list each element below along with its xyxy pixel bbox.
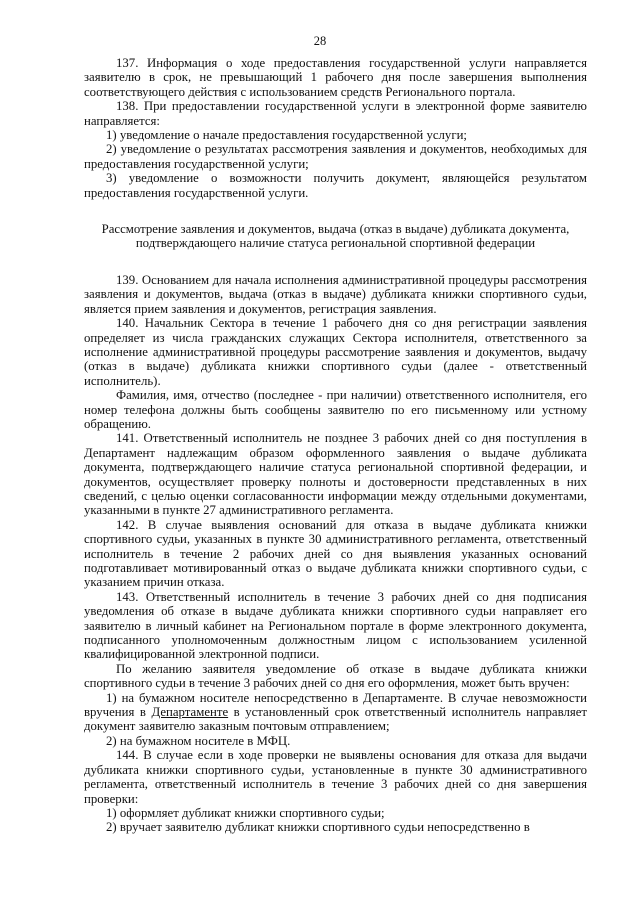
paragraph-138: 138. При предоставлении государственной услуги в электронной форме заявителю направляется: xyxy=(84,99,587,128)
paragraph-143-delivery: По желанию заявителя уведомление об отказе в выдаче дубликата книжки спортивного судьи в течение 3 рабочих дней со дня его оформления, может быть вручен: xyxy=(84,661,587,691)
list-item: 2) на бумажном носителе в МФЦ. xyxy=(106,733,291,748)
paragraph-140: 140. Начальник Сектора в течение 1 рабочего дня со дня регистрации заявления определяет из числа гражданских служащих Сектора исполнителя, ответственного за исполнение административной процедуры рассмотрение заявления и документов, выдачу (отказ в выдаче) дубликата книжки спортивного судьи (далее - ответственный исполнитель). xyxy=(84,316,587,388)
paragraph-142: 142. В случае выявления оснований для отказа в выдаче дубликата книжки спортивного судьи, указанных в пункте 30 административного регламента, ответственный исполнитель в течение 2 рабочих дней со дня выявления указанных оснований подготавливает мотивированный отказ о выдаче дубликата книжки спортивного судьи, с указанием причин отказа. xyxy=(84,517,587,590)
list-item: 1) уведомление о начале предоставления государственной услуги; xyxy=(106,128,467,143)
list-item: 3) уведомление о возможности получить документ, являющейся результатом предоставления государственной услуги. xyxy=(84,171,587,200)
list-item: 2) уведомление о результатах рассмотрения заявления и документов, необходимых для предоставления государственной услуги; xyxy=(84,142,587,171)
paragraph-137: 137. Информация о ходе предоставления государственной услуги направляется заявителю в срок, не превышающий 1 рабочего дня после завершения выполнения соответствующего действия с использованием средств Регионального портала. xyxy=(84,56,587,99)
paragraph-140-note: Фамилия, имя, отчество (последнее - при наличии) ответственного исполнителя, его номер телефона должны быть сообщены заявителю по его письменному или устному обращению. xyxy=(84,388,587,431)
section-heading xyxy=(84,222,587,251)
paragraph-143: 143. Ответственный исполнитель в течение 3 рабочих дней со дня подписания уведомления об отказе в выдаче дубликата книжки спортивного судьи направляет его заявителю в личный кабинет на Региональном портале в форме электронного документа, подписанного уполномоченным должностным лицом с использованием усиленной квалифицированной электронной подписи. xyxy=(84,589,587,662)
section-heading-line-2: подтверждающего наличие статуса региональной спортивной федерации xyxy=(135,236,536,251)
paragraph-144: 144. В случае если в ходе проверки не выявлены основания для отказа для выдачи дубликата книжки спортивного судьи, установленные в пункте 30 административного регламента, ответственный исполнитель в течение 3 рабочих дней со дня завершения проверки: xyxy=(84,748,587,806)
item-text-after: в установленный срок ответственный исполнитель направляет документ заявителю заказным почтовым отправлением; xyxy=(84,705,588,734)
paragraph-141: 141. Ответственный исполнитель не позднее 3 рабочих дней со дня поступления в Департамент надлежащим образом оформленного заявления о выдаче дубликата документа, подтверждающего наличие статуса региональной спортивной федерации, и документов, осуществляет проверку полноты и достоверности представленных в них сведений, с целью оценки согласованности информации между отдельными документами, указанными в пункте 27 административного регламента. xyxy=(84,431,587,518)
paragraph-139: 139. Основанием для начала исполнения административной процедуры рассмотрения заявления и документов, выдача (отказ в выдаче) дубликата книжки спортивного судьи, является прием заявления и документов, регистрация заявления. xyxy=(84,272,587,316)
list-item: 1) оформляет дубликат книжки спортивного судьи; xyxy=(106,805,385,820)
list-item-paper-delivery xyxy=(84,691,587,734)
list-item: 2) вручает заявителю дубликат книжки спортивного судьи непосредственно в xyxy=(106,820,530,835)
document-body xyxy=(84,56,587,835)
section-heading-line-1: Рассмотрение заявления и документов, выдача (отказ в выдаче) дубликата документа, xyxy=(101,222,570,237)
item-text-before: 1) на бумажном носителе непосредственно в Департаменте. В случае невозможности вручения в xyxy=(84,690,587,720)
page-number: 28 xyxy=(313,34,327,48)
underlined-term: Департаменте xyxy=(151,705,229,720)
